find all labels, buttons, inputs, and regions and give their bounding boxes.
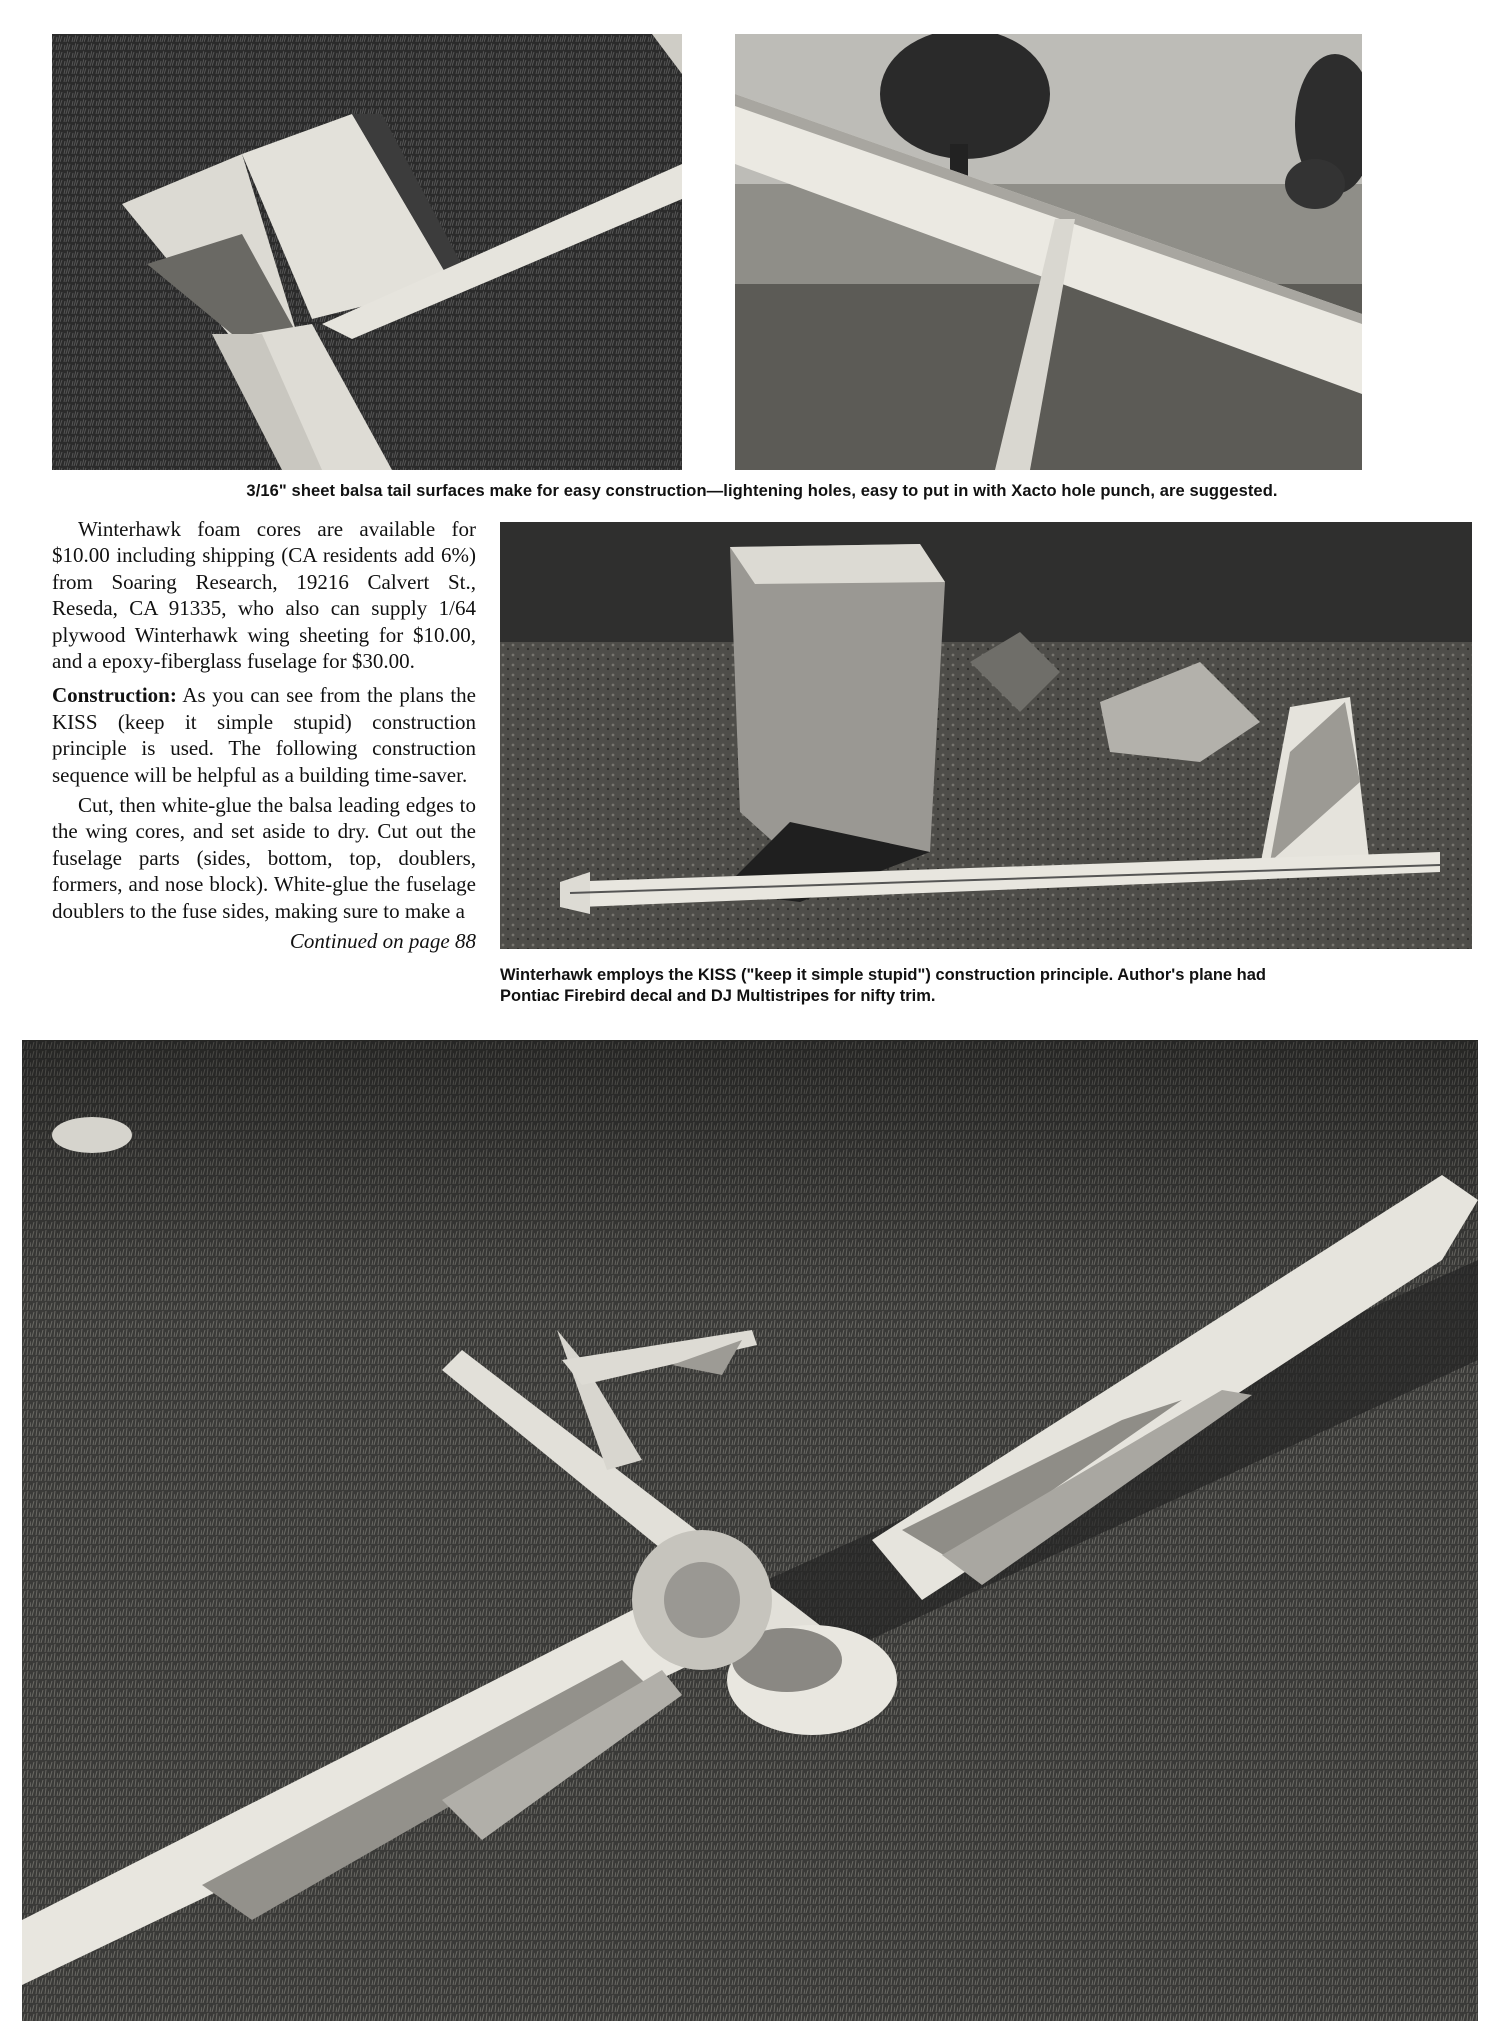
article-paragraph-foam-cores: Winterhawk foam cores are available for $10.00 including shipping (CA residents add 6%) from Soaring Research, 19216 Calvert St., Reseda, CA 91335, who also can supply 1/64 plywood Winterhawk wing sheeting for $10.00, and a epoxy-fiberglass fuselage for $30.00.	[52, 517, 476, 674]
article-body	[52, 516, 476, 955]
side-photo-caption	[500, 965, 1440, 1007]
construction-text: As you can see from the plans the KISS (keep it simple stupid) construction principle is used. The following construction sequence will be helpful as a building time-saver.	[52, 683, 476, 787]
photo-tail-surfaces-grass	[52, 34, 682, 470]
continued-on-page: Continued on page 88	[289, 929, 476, 954]
article-paragraph-construction	[52, 682, 476, 788]
photo-glider-side-view	[500, 522, 1472, 949]
side-caption-line-2: Pontiac Firebird decal and DJ Multistripes for nifty trim.	[500, 987, 936, 1005]
photo-glider-on-lawn	[22, 1040, 1478, 2021]
photo-wing-fuselage-closeup	[735, 34, 1362, 470]
construction-heading: Construction:	[52, 683, 177, 708]
side-caption-line-1: Winterhawk employs the KISS ("keep it simple stupid") construction principle. Author's plane had	[500, 966, 1267, 984]
article-paragraph-fuselage: Cut, then white-glue the balsa leading edges to the wing cores, and set aside to dry. Cut out the fuselage parts (sides, bottom, top, doublers, formers, and nose block). White-glue the fuselage doublers to the fuse sides, making sure to make a	[52, 793, 476, 923]
top-photos-caption: 3/16" sheet balsa tail surfaces make for easy construction—lightening holes, easy to put in with Xacto hole punch, are suggested.	[246, 482, 1278, 500]
